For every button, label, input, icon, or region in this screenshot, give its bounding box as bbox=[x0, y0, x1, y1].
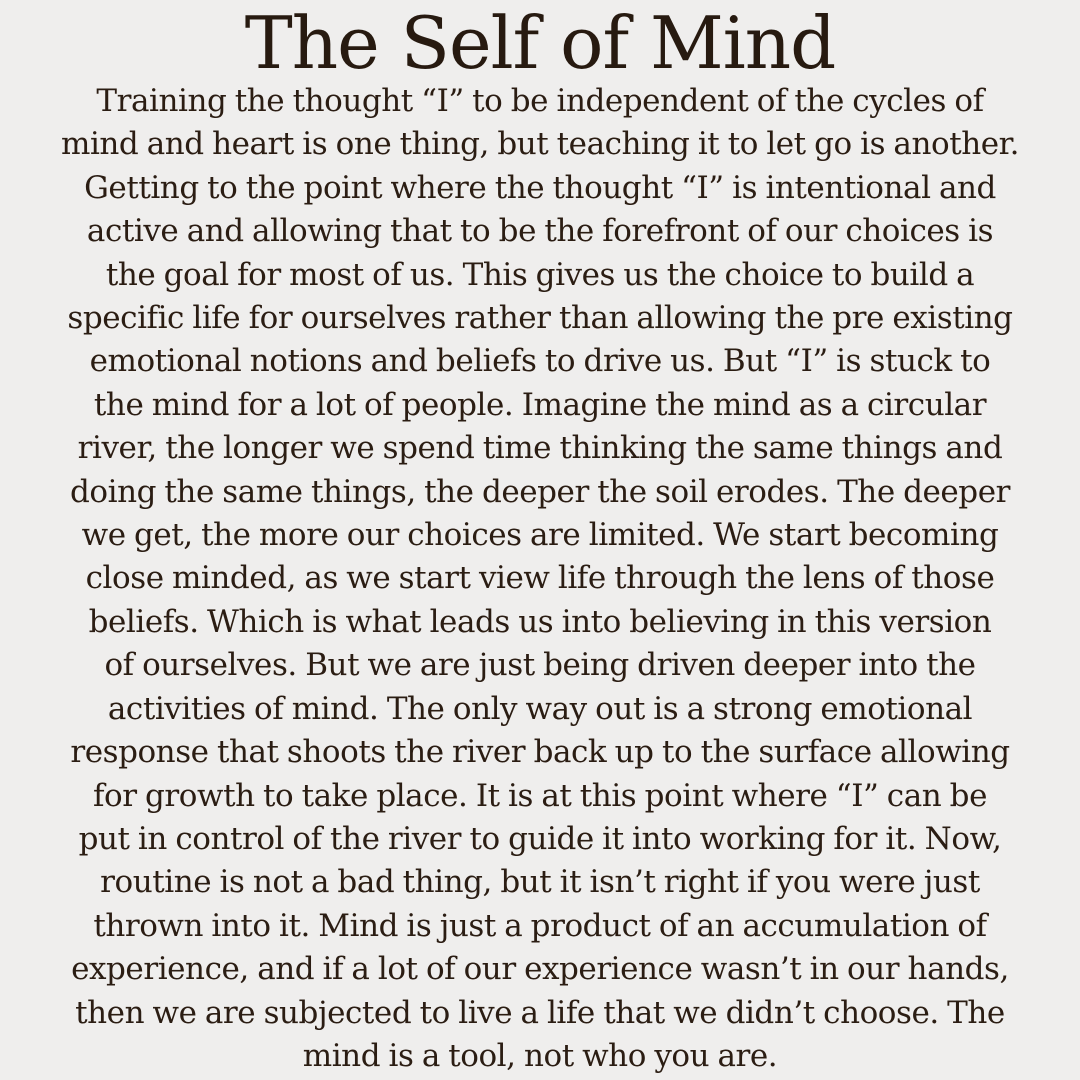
body-line: activities of mind. The only way out is a strong emotional bbox=[107, 690, 973, 727]
body-line: emotional notions and beliefs to drive us. But “I” is stuck to bbox=[89, 343, 991, 380]
body-line: mind and heart is one thing, but teaching it to let go is another. bbox=[61, 126, 1019, 163]
body-line: response that shoots the river back up to the surface allowing bbox=[70, 734, 1010, 771]
body-line: the goal for most of us. This gives us the choice to build a bbox=[105, 256, 975, 293]
document-body bbox=[34, 80, 1046, 1078]
body-line: we get, the more our choices are limited. We start becoming bbox=[81, 517, 999, 554]
body-line: then we are subjected to live a life that we didn’t choose. The bbox=[75, 994, 1005, 1031]
body-line: close minded, as we start view life through the lens of those bbox=[85, 560, 995, 597]
body-line: Training the thought “I” to be independent of the cycles of bbox=[96, 83, 984, 119]
body-line: experience, and if a lot of our experience wasn’t in our hands, bbox=[71, 951, 1009, 988]
body-line: beliefs. Which is what leads us into believing in this version bbox=[88, 603, 992, 640]
body-line: mind is a tool, not who you are. bbox=[302, 1037, 778, 1074]
body-line: thrown into it. Mind is just a product of an accumulation of bbox=[93, 907, 987, 944]
body-line: the mind for a lot of people. Imagine the mind as a circular bbox=[93, 386, 987, 423]
body-line: Getting to the point where the thought “I” is intentional and bbox=[84, 169, 996, 206]
body-line: river, the longer we spend time thinking the same things and bbox=[77, 430, 1003, 467]
body-line: routine is not a bad thing, but it isn’t right if you were just bbox=[100, 864, 980, 901]
body-line: active and allowing that to be the forefront of our choices is bbox=[86, 213, 994, 250]
document-title: The Self of Mind bbox=[244, 1, 836, 85]
body-line: doing the same things, the deeper the soil erodes. The deeper bbox=[70, 473, 1010, 510]
body-line: of ourselves. But we are just being driven deeper into the bbox=[104, 647, 976, 684]
body-line: specific life for ourselves rather than allowing the pre existing bbox=[67, 300, 1013, 337]
body-line: for growth to take place. It is at this point where “I” can be bbox=[93, 777, 987, 814]
body-line: put in control of the river to guide it into working for it. Now, bbox=[78, 820, 1002, 857]
